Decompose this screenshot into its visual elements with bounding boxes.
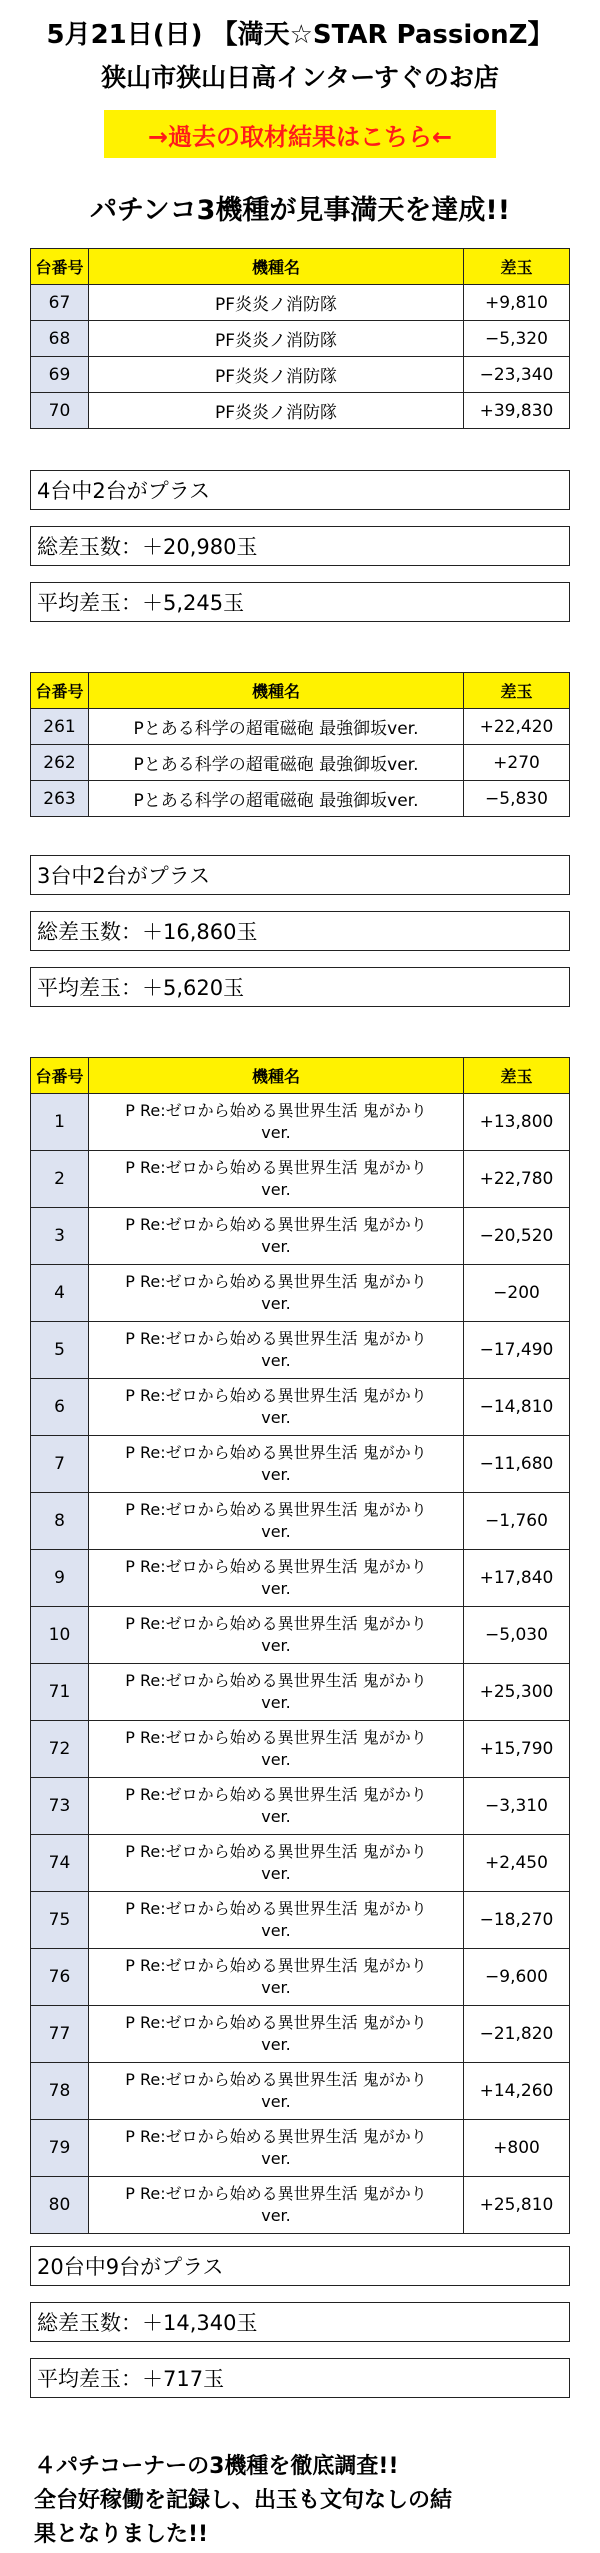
machine-number: 71	[31, 1664, 89, 1721]
machine-name: PF炎炎ノ消防隊	[89, 357, 464, 393]
ball-difference: +800	[464, 2120, 570, 2177]
ball-difference: +39,830	[464, 393, 570, 429]
header-machine-number: 台番号	[31, 249, 89, 285]
header-ball-difference: 差玉	[464, 673, 570, 709]
table-header-row	[31, 673, 570, 709]
ball-difference: −5,830	[464, 781, 570, 817]
total-difference-box: 総差玉数：＋16,860玉	[30, 911, 570, 951]
ball-difference: −1,760	[464, 1493, 570, 1550]
footer-line-1: ４パチコーナーの3機種を徹底調査!!	[34, 2454, 399, 2479]
header-machine-number: 台番号	[31, 673, 89, 709]
table-row	[31, 1721, 570, 1778]
machine-number: 4	[31, 1265, 89, 1322]
machine-name: P Re:ゼロから始める異世界生活 鬼がかりver.	[89, 1265, 464, 1322]
machine-number: 7	[31, 1436, 89, 1493]
machine-number: 2	[31, 1151, 89, 1208]
table-row	[31, 1322, 570, 1379]
average-difference-box: 平均差玉：＋5,620玉	[30, 967, 570, 1007]
table-header-row	[31, 249, 570, 285]
average-difference-box: 平均差玉：＋5,245玉	[30, 582, 570, 622]
machine-number: 262	[31, 745, 89, 781]
plus-count-box: 3台中2台がプラス	[30, 855, 570, 895]
table-row	[31, 709, 570, 745]
table-row	[31, 1265, 570, 1322]
ball-difference: +25,810	[464, 2177, 570, 2234]
table-row	[31, 2120, 570, 2177]
machine-number: 77	[31, 2006, 89, 2063]
machine-number: 1	[31, 1094, 89, 1151]
header-ball-difference: 差玉	[464, 249, 570, 285]
table-row	[31, 1664, 570, 1721]
machine-name: P Re:ゼロから始める異世界生活 鬼がかりver.	[89, 2177, 464, 2234]
machine-name: P Re:ゼロから始める異世界生活 鬼がかりver.	[89, 1949, 464, 2006]
machine-name: Pとある科学の超電磁砲 最強御坂ver.	[89, 709, 464, 745]
machine-number: 6	[31, 1379, 89, 1436]
machine-number: 72	[31, 1721, 89, 1778]
table-row	[31, 2006, 570, 2063]
ball-difference: −18,270	[464, 1892, 570, 1949]
ball-difference: −3,310	[464, 1778, 570, 1835]
machine-number: 5	[31, 1322, 89, 1379]
machine-number: 10	[31, 1607, 89, 1664]
machine-number: 75	[31, 1892, 89, 1949]
ball-difference: +14,260	[464, 2063, 570, 2120]
table-header-row	[31, 1058, 570, 1094]
ball-difference: +22,780	[464, 1151, 570, 1208]
machine-number: 263	[31, 781, 89, 817]
ball-difference: −200	[464, 1265, 570, 1322]
machine-number: 68	[31, 321, 89, 357]
machine-name: Pとある科学の超電磁砲 最強御坂ver.	[89, 745, 464, 781]
plus-count-box: 20台中9台がプラス	[30, 2246, 570, 2286]
header-ball-difference: 差玉	[464, 1058, 570, 1094]
machine-number: 9	[31, 1550, 89, 1607]
table-row	[31, 1151, 570, 1208]
machine-name: P Re:ゼロから始める異世界生活 鬼がかりver.	[89, 1094, 464, 1151]
machine-name: P Re:ゼロから始める異世界生活 鬼がかりver.	[89, 1607, 464, 1664]
ball-difference: +270	[464, 745, 570, 781]
table-row	[31, 781, 570, 817]
machine-name: P Re:ゼロから始める異世界生活 鬼がかりver.	[89, 1664, 464, 1721]
table-row	[31, 321, 570, 357]
ball-difference: +25,300	[464, 1664, 570, 1721]
machine-name: P Re:ゼロから始める異世界生活 鬼がかりver.	[89, 1379, 464, 1436]
results-table-1	[30, 248, 570, 429]
machine-name: P Re:ゼロから始める異世界生活 鬼がかりver.	[89, 1892, 464, 1949]
machine-number: 70	[31, 393, 89, 429]
ball-difference: −23,340	[464, 357, 570, 393]
table-row	[31, 357, 570, 393]
table-row	[31, 1379, 570, 1436]
table-row	[31, 1208, 570, 1265]
header-machine-name: 機種名	[89, 673, 464, 709]
headline: パチンコ3機種が見事満天を達成!!	[89, 195, 511, 226]
table-row	[31, 1493, 570, 1550]
machine-name: P Re:ゼロから始める異世界生活 鬼がかりver.	[89, 2063, 464, 2120]
machine-number: 8	[31, 1493, 89, 1550]
ball-difference: +9,810	[464, 285, 570, 321]
machine-name: P Re:ゼロから始める異世界生活 鬼がかりver.	[89, 1835, 464, 1892]
table-row	[31, 393, 570, 429]
table-row	[31, 1949, 570, 2006]
machine-number: 3	[31, 1208, 89, 1265]
table-row	[31, 1778, 570, 1835]
machine-name: Pとある科学の超電磁砲 最強御坂ver.	[89, 781, 464, 817]
total-difference-box: 総差玉数：＋14,340玉	[30, 2302, 570, 2342]
date-title: 5月21日(日) 【満天☆STAR PassionZ】	[46, 20, 554, 50]
machine-name: P Re:ゼロから始める異世界生活 鬼がかりver.	[89, 1721, 464, 1778]
machine-name: PF炎炎ノ消防隊	[89, 285, 464, 321]
ball-difference: −14,810	[464, 1379, 570, 1436]
ball-difference: +13,800	[464, 1094, 570, 1151]
ball-difference: +2,450	[464, 1835, 570, 1892]
total-difference-box: 総差玉数：＋20,980玉	[30, 526, 570, 566]
table-row	[31, 285, 570, 321]
machine-name: P Re:ゼロから始める異世界生活 鬼がかりver.	[89, 1778, 464, 1835]
machine-name: P Re:ゼロから始める異世界生活 鬼がかりver.	[89, 1550, 464, 1607]
ball-difference: −5,320	[464, 321, 570, 357]
ball-difference: −5,030	[464, 1607, 570, 1664]
table-row	[31, 2063, 570, 2120]
results-table-3	[30, 1057, 570, 2234]
machine-number: 78	[31, 2063, 89, 2120]
ball-difference: −20,520	[464, 1208, 570, 1265]
ball-difference: +22,420	[464, 709, 570, 745]
ball-difference: −21,820	[464, 2006, 570, 2063]
header-machine-number: 台番号	[31, 1058, 89, 1094]
table-row	[31, 1892, 570, 1949]
store-description: 狭山市狭山日高インターすぐのお店	[101, 63, 499, 92]
ball-difference: −17,490	[464, 1322, 570, 1379]
table-row	[31, 745, 570, 781]
header-machine-name: 機種名	[89, 249, 464, 285]
machine-name: P Re:ゼロから始める異世界生活 鬼がかりver.	[89, 1322, 464, 1379]
average-difference-box: 平均差玉：＋717玉	[30, 2358, 570, 2398]
machine-number: 76	[31, 1949, 89, 2006]
machine-name: P Re:ゼロから始める異世界生活 鬼がかりver.	[89, 2006, 464, 2063]
machine-number: 79	[31, 2120, 89, 2177]
machine-number: 74	[31, 1835, 89, 1892]
machine-number: 67	[31, 285, 89, 321]
machine-name: P Re:ゼロから始める異世界生活 鬼がかりver.	[89, 1436, 464, 1493]
plus-count-box: 4台中2台がプラス	[30, 470, 570, 510]
ball-difference: +17,840	[464, 1550, 570, 1607]
table-row	[31, 1550, 570, 1607]
past-results-link[interactable]: →過去の取材結果はこちら←	[104, 110, 496, 158]
table-row	[31, 1094, 570, 1151]
machine-name: P Re:ゼロから始める異世界生活 鬼がかりver.	[89, 1493, 464, 1550]
table-row	[31, 1436, 570, 1493]
machine-number: 80	[31, 2177, 89, 2234]
table-row	[31, 2177, 570, 2234]
machine-name: P Re:ゼロから始める異世界生活 鬼がかりver.	[89, 1151, 464, 1208]
table-row	[31, 1607, 570, 1664]
ball-difference: +15,790	[464, 1721, 570, 1778]
machine-number: 73	[31, 1778, 89, 1835]
machine-name: PF炎炎ノ消防隊	[89, 393, 464, 429]
footer-line-3: 果となりました!!	[34, 2522, 209, 2547]
machine-number: 69	[31, 357, 89, 393]
machine-name: P Re:ゼロから始める異世界生活 鬼がかりver.	[89, 2120, 464, 2177]
footer-line-2: 全台好稼働を記録し、出玉も文句なしの結	[34, 2488, 453, 2513]
header-machine-name: 機種名	[89, 1058, 464, 1094]
ball-difference: −11,680	[464, 1436, 570, 1493]
ball-difference: −9,600	[464, 1949, 570, 2006]
machine-name: P Re:ゼロから始める異世界生活 鬼がかりver.	[89, 1208, 464, 1265]
results-table-2	[30, 672, 570, 817]
machine-name: PF炎炎ノ消防隊	[89, 321, 464, 357]
machine-number: 261	[31, 709, 89, 745]
table-row	[31, 1835, 570, 1892]
